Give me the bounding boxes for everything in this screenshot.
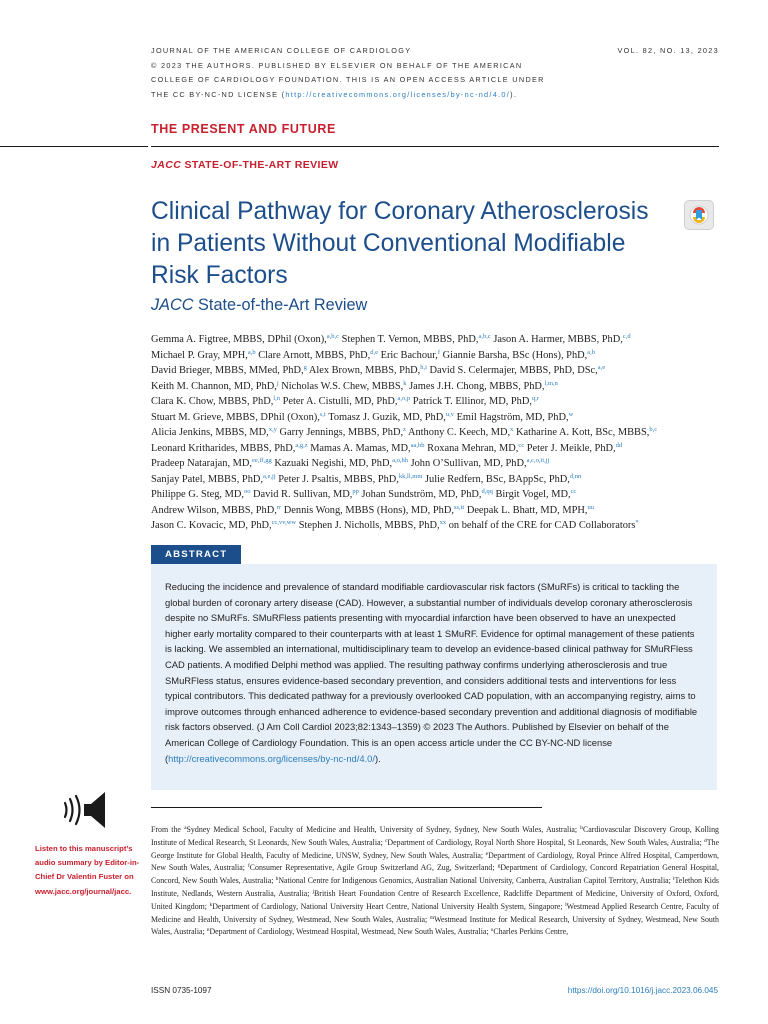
- author-affiliation-marker[interactable]: x,y: [268, 426, 277, 433]
- author-name: Deepak L. Bhatt, MD, MPH,: [464, 504, 588, 516]
- author-affiliation-marker[interactable]: k: [403, 379, 407, 387]
- author-affiliation-marker[interactable]: pp: [352, 488, 359, 495]
- author-name: Jason C. Kovacic, MD, PhD,: [151, 520, 272, 531]
- author-affiliation-marker[interactable]: a,o,hh: [392, 457, 408, 464]
- abstract-box: [151, 564, 717, 790]
- affiliation-item: [276, 876, 673, 885]
- affiliation-marker: a: [184, 825, 187, 831]
- affiliation-text: From the: [151, 825, 185, 834]
- author-list: [151, 332, 719, 534]
- affiliations: [151, 824, 719, 978]
- author-affiliation-marker[interactable]: a,b,c: [478, 333, 491, 340]
- series-label: [151, 159, 339, 171]
- author-affiliation-marker[interactable]: a,b,c: [326, 333, 340, 340]
- author-name: Emil Hagström, MD, PhD,: [453, 411, 569, 423]
- author-affiliation-marker[interactable]: l,m,n: [544, 379, 558, 387]
- affiliation-marker: c: [384, 837, 388, 844]
- series-journal: JACC: [151, 159, 182, 171]
- author-affiliation-marker[interactable]: s,t: [319, 410, 326, 418]
- author-name: Peter J. Meikle, PhD,: [524, 442, 616, 454]
- author-name: Clara K. Chow, MBBS, PhD,: [151, 396, 274, 407]
- author-name: Peter J. Psaltis, MBBS, PhD,: [275, 473, 399, 485]
- author-line: [151, 348, 719, 364]
- affiliation-marker: m: [429, 914, 435, 921]
- author-name: Giannie Barsha, BSc (Hons), PhD,: [440, 349, 588, 361]
- affiliation-item: [151, 825, 580, 834]
- affiliation-marker: b: [580, 825, 584, 831]
- author-affiliation-marker[interactable]: cc: [518, 441, 525, 449]
- author-name: Roxana Mehran, MD,: [424, 442, 519, 454]
- abstract-license-link[interactable]: http://creativecommons.org/licenses/by-nc-nd/4.0/: [168, 752, 375, 764]
- author-name: David S. Celermajer, MBBS, PhD, DSc,: [426, 365, 598, 376]
- affiliation-text: Westmead Institute for Medical Research, University of Sydney, Westmead, New South Wales, Australia;: [151, 914, 719, 937]
- section-rule: [151, 146, 719, 147]
- author-line: [151, 472, 719, 488]
- affiliation-marker: d: [703, 837, 707, 844]
- abstract-body: Reducing the incidence and prevalence of standard modifiable cardiovascular risk factors (SMuRFs) is critical to tackling the global burden of coronary artery disease (CAD). However, a substantial number of individuals develop coronary atherosclerosis despite no SMuRFs. SMuRFless patients presenting with myocardial infarction have been observed to have an unexpected higher early mortality compared to their counterparts with at least 1 SMuRF. Evidence for optimal management of these patients is lacking. We assembled an international, multidisciplinary team to develop an evidence-based clinical pathway for SMuRFless CAD patients. A modified Delphi method was applied. The resulting pathway confirms underlying atherosclerosis and true SMuRFless status, ensures evidence-based secondary prevention, and considers additional tests and interventions for less typical contributors. This dedicated pathway for a previously overlooked CAD population, with an accompanying registry, aims to improve outcomes through enhanced adherence to evidence-based secondary prevention and additional diagnosis of modifiable risk factors observed.: [165, 581, 698, 733]
- affiliation-item: [207, 927, 491, 936]
- affiliation-marker: h: [275, 876, 279, 883]
- author-line: [151, 332, 719, 348]
- affiliation-text: The George Institute for Global Health, Faculty of Medicine, UNSW, Sydney, New South Wales, Australia;: [151, 837, 719, 860]
- affiliation-text: National Centre for Indigenous Genomics, Australian National University, Canberra, Australian Capitol Territory, Australia;: [278, 876, 673, 886]
- author-affiliation-marker[interactable]: z: [403, 426, 406, 433]
- affiliation-text: Department of Cardiology, Royal North Shore Hospital, St Leonards, New South Wales, Australia;: [387, 837, 704, 847]
- author-name: Pradeep Natarajan, MD,: [151, 458, 252, 469]
- author-name: Gemma A. Figtree, MBBS, DPhil (Oxon),: [151, 334, 327, 345]
- author-affiliation-marker[interactable]: kk,ll,mm: [398, 472, 423, 480]
- abstract-heading: ABSTRACT: [151, 545, 241, 564]
- abstract-close: ).: [375, 752, 381, 764]
- subtitle-text: State-of-the-Art Review: [193, 296, 368, 314]
- speaker-icon[interactable]: [62, 788, 110, 832]
- author-name: Dennis Wong, MBBS (Hons), MD, PhD,: [281, 504, 454, 516]
- license-link[interactable]: http://creativecommons.org/licenses/by-nc-nd/4.0/: [285, 89, 511, 99]
- author-affiliation-marker[interactable]: a,e,jj: [263, 472, 276, 480]
- author-name: Patrick T. Ellinor, MD, PhD,: [410, 396, 532, 407]
- author-affiliation-marker[interactable]: w: [568, 410, 574, 418]
- author-name: Nicholas W.S. Chew, MBBS,: [278, 380, 404, 392]
- author-affiliation-marker[interactable]: j: [276, 379, 279, 387]
- author-line: [151, 410, 719, 426]
- affiliation-marker: f: [247, 863, 250, 870]
- affiliation-item: [385, 838, 704, 847]
- affiliation-text: Westmead Applied Research Centre, Faculty of Medicine and Health, University of Sydney, Westmead, New South Wales, Australia;: [151, 901, 719, 924]
- affiliation-item: [491, 927, 568, 936]
- affiliation-text: Charles Perkins Centre,: [493, 927, 569, 937]
- affiliation-marker: k: [209, 901, 213, 908]
- section-label: THE PRESENT AND FUTURE: [151, 122, 336, 136]
- author-affiliation-marker[interactable]: q,r: [531, 395, 540, 402]
- author-name: Peter A. Cistulli, MD, PhD,: [279, 396, 398, 407]
- author-affiliation-marker[interactable]: ss,tt: [453, 503, 465, 511]
- author-affiliation-marker[interactable]: u,v: [445, 410, 454, 418]
- author-affiliation-marker[interactable]: f: [437, 348, 441, 356]
- author-name: Stephen J. Nicholls, MBBS, PhD,: [296, 520, 440, 531]
- author-affiliation-marker[interactable]: c,d: [622, 333, 631, 340]
- crossmark-icon: [685, 201, 713, 229]
- journal-name: JOURNAL OF THE AMERICAN COLLEGE OF CARDIOLOGY: [151, 46, 412, 55]
- license-suffix: ).: [510, 89, 518, 99]
- author-affiliation-marker[interactable]: oo: [243, 488, 251, 495]
- author-line: [151, 363, 719, 379]
- affiliation-marker: i: [672, 876, 675, 883]
- author-affiliation-marker[interactable]: b,c: [649, 426, 658, 433]
- author-affiliation-marker[interactable]: a,g,z: [295, 441, 308, 449]
- author-affiliation-marker[interactable]: d,e: [370, 348, 379, 356]
- author-affiliation-marker[interactable]: dd: [615, 441, 623, 449]
- author-name: Andrew Wilson, MBBS, PhD,: [151, 504, 277, 516]
- author-name: Alicia Jenkins, MBBS, MD,: [151, 427, 269, 438]
- author-affiliation-marker[interactable]: a,o,p: [397, 395, 411, 402]
- author-line: [151, 394, 719, 410]
- affiliation-marker: l: [565, 901, 567, 908]
- author-line: [151, 379, 719, 395]
- author-name: John O’Sullivan, MD, PhD,: [407, 458, 527, 469]
- author-name: Julie Redfern, BSc, BAppSc, PhD,: [422, 473, 570, 485]
- author-affiliation-marker[interactable]: d,nn: [569, 472, 582, 480]
- copyright-line-3: [151, 88, 719, 103]
- affiliation-marker: j: [312, 888, 315, 895]
- affiliation-text: Telethon Kids Institute, Nedlands, Western Australia, Australia;: [151, 876, 719, 898]
- author-name: Katharine A. Kott, BSc, MBBS,: [513, 427, 650, 438]
- copyright-line-1: © 2023 THE AUTHORS. PUBLISHED BY ELSEVIER ON BEHALF OF THE AMERICAN: [151, 60, 523, 70]
- author-affiliation-marker[interactable]: aa,bb: [410, 441, 425, 449]
- author-name: Tomasz J. Guzik, MD, PhD,: [325, 411, 446, 423]
- audio-summary-note[interactable]: Listen to this manuscript’s audio summary by Editor-in-Chief Dr Valentin Fuster on www.jacc.org/journal/jacc.: [35, 844, 140, 896]
- author-affiliation-marker[interactable]: a,c,o,ii,jj: [526, 457, 550, 464]
- author-name: Jason A. Harmer, MBBS, PhD,: [490, 334, 623, 345]
- author-name: Michael P. Gray, MPH,: [151, 349, 248, 361]
- author-name: Philippe G. Steg, MD,: [151, 489, 244, 500]
- author-name: Keith M. Channon, MD, PhD,: [151, 380, 277, 392]
- author-line: [151, 487, 719, 503]
- doi-link[interactable]: https://doi.org/10.1016/j.jacc.2023.06.045: [567, 986, 718, 995]
- author-name: David Brieger, MBBS, MMed, PhD,: [151, 365, 304, 376]
- author-affiliation-marker[interactable]: h,i: [420, 364, 427, 371]
- crossmark-badge[interactable]: [684, 200, 714, 230]
- author-name: Anthony C. Keech, MD,: [405, 427, 511, 438]
- author-affiliation-marker[interactable]: d,qq: [481, 488, 493, 495]
- affiliation-marker: o: [490, 927, 494, 934]
- issn: ISSN 0735-1097: [151, 986, 212, 995]
- author-affiliation-marker[interactable]: xx: [439, 519, 447, 526]
- article-subtitle: [151, 296, 367, 315]
- author-name: Sanjay Patel, MBBS, PhD,: [151, 473, 263, 485]
- author-name: Leonard Kritharides, MBBS, PhD,: [151, 442, 296, 454]
- affiliation-text: Cardiovascular Discovery Group, Kolling Institute of Medical Research, St Leonards, New South Wales, Australia;: [151, 825, 719, 847]
- license-prefix: THE CC BY-NC-ND LICENSE (: [151, 89, 286, 99]
- author-affiliation-marker[interactable]: a,b: [587, 348, 596, 356]
- affiliation-marker: g: [497, 863, 501, 870]
- author-name: Johan Sundström, MD, PhD,: [358, 489, 482, 500]
- author-name: Garry Jennings, MBBS, PhD,: [276, 427, 404, 438]
- author-name: Kazuaki Negishi, MD, PhD,: [271, 458, 393, 469]
- author-name: Birgit Vogel, MD,: [492, 489, 571, 500]
- author-affiliation-marker[interactable]: a,e: [597, 364, 606, 371]
- affiliation-text: Department of Cardiology, Concord Repatriation General Hospital, Concord, New South Wales, Australia;: [151, 863, 719, 886]
- affiliation-text: Department of Cardiology, National University Heart Centre, National University Health System, Singapore;: [212, 901, 566, 911]
- author-affiliation-marker[interactable]: cc,vv,ww: [271, 519, 297, 526]
- affiliation-text: Department of Cardiology, Westmead Hospital, Westmead, New South Wales, Australia;: [209, 927, 491, 937]
- author-name: on behalf of the CRE for CAD Collaborators: [446, 520, 636, 531]
- author-line: [151, 425, 719, 441]
- affiliation-text: Department of Cardiology, Royal Prince Alfred Hospital, Camperdown, New South Wales, Australia;: [151, 850, 719, 873]
- affiliation-marker: e: [485, 850, 489, 857]
- affiliation-item: [210, 902, 566, 911]
- author-affiliation-marker[interactable]: rr: [276, 503, 282, 511]
- journal-header: [151, 44, 719, 102]
- abstract-citation: (J Am Coll Cardiol 2023;82:1343–1359) © 2023 The Authors. Published by Elsevier on behalf of the American College of Cardiology Foundation. This is an open access article under the CC BY-NC-ND license (: [165, 721, 669, 764]
- author-affiliation-marker[interactable]: uu: [587, 503, 594, 511]
- author-line: [151, 456, 719, 472]
- affiliation-text: Sydney Medical School, Faculty of Medicine and Health, University of Sydney, Sydney, New South Wales, Australia;: [186, 825, 581, 834]
- author-name: Mamas A. Mamas, MD,: [307, 442, 411, 454]
- affiliation-item: [248, 863, 498, 872]
- author-affiliation-marker[interactable]: a,b: [247, 348, 256, 356]
- author-line: [151, 441, 719, 457]
- author-affiliation-marker[interactable]: g: [303, 364, 307, 371]
- author-line: [151, 503, 719, 519]
- author-affiliation-marker[interactable]: x: [510, 426, 514, 433]
- subtitle-journal: JACC: [151, 296, 194, 314]
- author-affiliation-marker[interactable]: cc: [570, 488, 577, 495]
- author-affiliation-marker[interactable]: ee,ff,gg: [251, 457, 272, 464]
- author-name: Stephen T. Vernon, MBBS, PhD,: [339, 334, 479, 345]
- copyright-line-2: COLLEGE OF CARDIOLOGY FOUNDATION. THIS IS AN OPEN ACCESS ARTICLE UNDER: [151, 75, 545, 84]
- author-name: James J.H. Chong, MBBS, PhD,: [406, 380, 545, 392]
- affiliation-rule: [151, 807, 542, 808]
- author-name: Clare Arnott, MBBS, PhD,: [255, 349, 371, 361]
- left-rule: [0, 146, 148, 147]
- author-affiliation-marker[interactable]: l,n: [273, 395, 280, 402]
- author-name: Eric Bachour,: [378, 349, 438, 361]
- affiliation-marker: n: [206, 927, 210, 934]
- series-text: STATE-OF-THE-ART REVIEW: [181, 159, 339, 171]
- author-affiliation-marker[interactable]: *: [635, 519, 639, 526]
- affiliation-text: Consumer Representative, Agile Group Switzerland AG, Zug, Switzerland;: [249, 863, 498, 873]
- affiliation-text: British Heart Foundation Centre of Research Excellence, Radcliffe Department of Medicine, University of Oxford, Oxford, United Kingdom;: [151, 888, 719, 911]
- volume-info: VOL. 82, NO. 13, 2023: [617, 46, 719, 55]
- author-name: David R. Sullivan, MD,: [250, 489, 353, 500]
- author-line: [151, 518, 719, 534]
- author-name: Stuart M. Grieve, MBBS, DPhil (Oxon),: [151, 411, 320, 423]
- article-title: Clinical Pathway for Coronary Atherosclerosis in Patients Without Conventional Modifiable Risk Factors: [151, 198, 649, 289]
- author-name: Alex Brown, MBBS, PhD,: [306, 365, 421, 376]
